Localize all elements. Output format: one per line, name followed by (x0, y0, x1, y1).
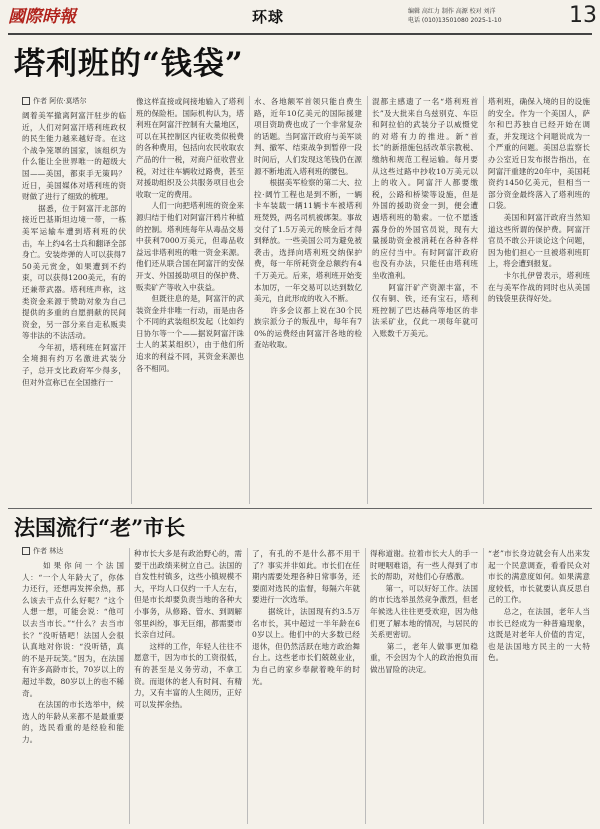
byline-box-icon (22, 97, 30, 105)
contact-info: 电话 (010)13501080 2025-1-10 (408, 17, 502, 24)
article1-column-4: 混都主感遗了一名“塔利班首长”及大批来自乌兹别克、车臣和阿拉伯的武装分子以威慑党的对塔有力的推进。新“首长”的新措施包括改革宗教税、缴纳和规范工程运输。每月要从这些过路中抄收10万美元以上的收入。阿富汗人都要缴税，公路和桥梁等设施，但是外国的援助资金一到，便会遭遇塔利班的勒索。一位不愿透露身份的外国官员说，现有大量援助资金被消耗在各种各样的应付当中。有时阿富汗政府也没有办法，只能任由塔利班坐收渔利。 阿富汗矿产资源丰富，不仅有铜、铁，还有宝石，塔利班控制了巴达赫尚等地区的非法采矿业，仅此一项每年就可入账数千万美元。 (372, 97, 478, 338)
page-header (0, 0, 600, 33)
editor-credits: 编辑 高红力 制作 高源 校对 刘洋 (408, 8, 496, 15)
article2-column-5: “老”市长身边就会有人出来发起一个民意调查，看看民众对市长的满意度如何。如果满意度较低，市长就要认真反思自己的工作。 总之，在法国，老年人当市长已经成为一种普遍现象，这既是对老年人价值的肯定，也是法国地方民主的一大特色。 (488, 549, 590, 663)
article2-column-2: 种市长大多是有政治野心的，需要干出政绩来树立自己。法国的自发性村镇多，这些小镇规模不大，平均人口仅约一千人左右，但是市长却要负责当地的各种大小事务，从修路、管水、到调解邻里纠纷，事无巨细，都需要市长亲自过问。 这样的工作，年轻人往往不愿意干，因为市长的工资很低，有的甚至是义务劳动，不拿工资。而退休的老人有时间、有精力，又有丰富的人生阅历，正好可以发挥余热。 (134, 549, 242, 709)
column-rule (247, 548, 248, 824)
article2-column-3: 了，有孔的不是什么都不用干了？事实并非如此。市长们在任期内需要处理各种日常事务，还要面对选民的监督，每隔六年就要进行一次选举。 据统计，法国现有约3.5万名市长，其中超过一半年龄在60岁以上。他们中的大多数已经退休，但仍然活跃在地方政治舞台上。这些老市长们兢兢业业，为自己的家乡奉献着晚年的时光。 (252, 549, 360, 686)
column-rule (131, 108, 132, 504)
byline-box-icon (22, 547, 30, 555)
section-name: 环球 (252, 8, 285, 26)
column-rule (129, 548, 130, 824)
page-number: 13 (569, 3, 597, 28)
column-rule (249, 96, 250, 504)
column-rule (365, 548, 366, 824)
article1-column-3: 水、各地额军首领只能自费生路，近年10亿美元的国际援建项目资助费也成了一个非常复杂的话题。当阿富汗政府与美军谈判、撤军、结束战争到暂停一段时间后，人们发现这笔钱仍在源源不断地流入塔利班的腰包。 根据美军检察的第二大、拉拉·阔竹工程也是到不断，一辆卡车装载一辆11辆卡车被塔利班焚毁，两名司机被绑架。事故交付了1.5万美元的赎金后才得到释放。一些美国公司为避免被袭击，选择向塔利班交纳保护费，每一年所耗资金总额约有4千万美元。后来，塔利班开始变本加厉，一年交易可以达到数亿美元，自此形成的收入不断。 许多会议都上说在30个民族宗派分子的叛乱中，每年有70%的运费经由阿富汗各地的检查站收取。 (254, 97, 362, 350)
article2-column-4: 得称道谢。拉着市长大人的手一时哽咽难语，有一些人得到了市长的帮助，对他们心存感激。 第一，可以好好工作。法国的市长选举虽然竞争激烈，但老年候选人往往更受欢迎，因为他们更了解本地的情况，与居民的关系更密切。 第二，老年人做事更加稳重，不会因为个人的政治抱负而做出冒险的决定。 (370, 549, 478, 674)
newspaper-logo (8, 6, 90, 26)
column-rule (367, 96, 368, 504)
article2-column-1: 如果你问一个法国人：“一个人年龄大了，你体力还行，还想再发挥余热，那么该去干点什么好呢？”这个人想一想，可能会说：“他可以去当市长。”“什么？去当市长？”没听错吧！法国人会很认真地对你说：“没听错，真的不是开玩笑。”因为，在法国有许多高龄市长，70岁以上的超过半数，80岁以上的也不稀奇。 在法国的市长选举中，候选人的年龄从来都不是最重要的，选民看重的是经验和能力。 (22, 561, 124, 744)
article2-byline (22, 546, 63, 556)
article1-column-2: 像这样直接或间接地输入了塔利班的保险柜。国际机构认为，塔利班在阿富汗控制有大量地区，可以在其控制区内征收类似税费的各种费用，包括向农民收取农产品的什一税，对商户征收营业税，对过往车辆收过路费，甚至对援助组织及公共服务项目也会收取一定的费用。 人们一向把塔利班的资金来源归结于他们对阿富汗鸦片种植的控制。塔利班每年从毒品交易中获利7000万美元，但毒品收益远非塔利班的唯一资金来源。他们还从联合国在阿富汗的安保开支、外国援助项目的保护费、贩卖矿产等收入中获益。 但既往息的是，阿富汗的武装资金并非唯一行动，而是由各个不同的武装组织发起（比如约日协尔等一个——据说阿富汗诛士人的某某组织），由于他们所追求的利益不同，其资金来源也各不相同。 (136, 97, 244, 373)
header-rule (8, 33, 592, 35)
column-rule (483, 548, 484, 824)
article2-title: 法国流行“老”市长 (14, 515, 186, 540)
article1-title: 塔利班的“钱袋” (14, 46, 244, 82)
article2-byline-text: 作者 林达 (33, 547, 64, 555)
article1-column-5: 塔利班，确保入境的目的设施的安全。作为一个美国人，萨尔和巴苏独自已经开始在调查，并发现这个问题说成为一个严重的问题。美国总监察长办公室近日发布报告指出，在阿富汗重建的20年中，美国耗资约1450亿美元，但相当一部分资金最终落入了塔利班的口袋。 美国和阿富汗政府当然知道这些所谓的保护费。阿富汗官员不敢公开谈论这个问题，因为他们担心一旦被塔利班盯上，将会遭到报复。 卡尔扎伊曾表示，塔利班在与美军作战的同时也从美国的钱袋里获得好处。 (488, 97, 590, 304)
article-divider (8, 508, 592, 509)
svg-text:國際時報: 國際時報 (8, 7, 76, 26)
column-rule (483, 96, 484, 504)
article1-byline-text: 作者 阿依·莫塔尔 (33, 97, 87, 105)
article1-byline (22, 96, 86, 106)
article1-column-1: 阔着美军撤离阿富汗驻步的临近，人们对阿富汗塔利班政权的民生能力越来越好奇。在这个战争笼罩的国家，该组织为什么能让全世界唯一的超级大国——美国，都束手无策吗？近日，美国媒体对塔利班的资财做了进行了细致的梳理。 据悉，位于阿富汗北部的接近巴基斯坦边境一带，一栋美军运输车遭到塔利班的伏击，车上约4名士兵和翻译全部身亡。安装炸弹的人可以获得750美元赏金，如果遭到不约束，可以获得1200美元，有的还兼带武器。塔利班声称，这类资金来源于赞助对象为自己提供的多重的自愿捐献的民间资金，另一部分来自走私贩卖等非法的不法活动。 今年初，塔利班在阿富汗全境拥有约万名激进武装分子，总开支比政府军少得多，但对外宣称已在全国推行一 (22, 111, 126, 387)
